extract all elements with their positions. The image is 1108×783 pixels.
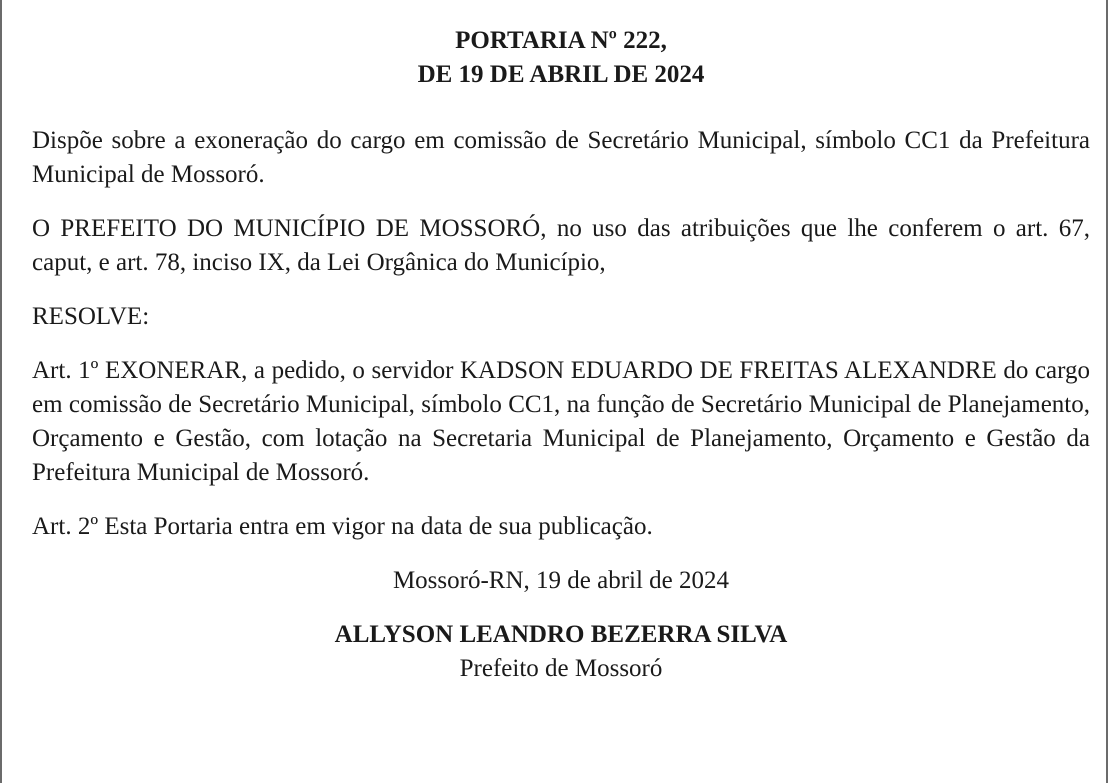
title-line-2: DE 19 DE ABRIL DE 2024 xyxy=(417,61,705,88)
document-title xyxy=(32,24,1090,92)
article-1: Art. 1º EXONERAR, a pedido, o servidor KADSON EDUARDO DE FREITAS ALEXANDRE do cargo em comissão de Secretário Municipal, símbolo CC1, na função de Secretário Municipal de Planejamento, Orçamento e Gestão, com lotação na Secretaria Municipal de Planejamento, Orçamento e Gestão da Prefeitura Municipal de Mossoró. xyxy=(32,357,1090,486)
ementa-text: Dispõe sobre a exoneração do cargo em comissão de Secretário Municipal, símbolo CC1 da Prefeitura Municipal de Mossoró. xyxy=(32,127,1090,188)
preamble-text: O PREFEITO DO MUNICÍPIO DE MOSSORÓ, no uso das atribuições que lhe conferem o art. 67, caput, e art. 78, inciso IX, da Lei Orgânica do Município, xyxy=(32,215,1090,276)
article-2: Art. 2º Esta Portaria entra em vigor na data de sua publicação. xyxy=(32,513,653,540)
title-line-1: PORTARIA Nº 222, xyxy=(455,27,667,54)
signature-name: ALLYSON LEANDRO BEZERRA SILVA xyxy=(334,621,788,648)
place-date: Mossoró-RN, 19 de abril de 2024 xyxy=(392,567,730,594)
resolve-text: RESOLVE: xyxy=(32,303,150,330)
portaria-document xyxy=(32,24,1090,686)
signature-role: Prefeito de Mossoró xyxy=(459,655,663,682)
